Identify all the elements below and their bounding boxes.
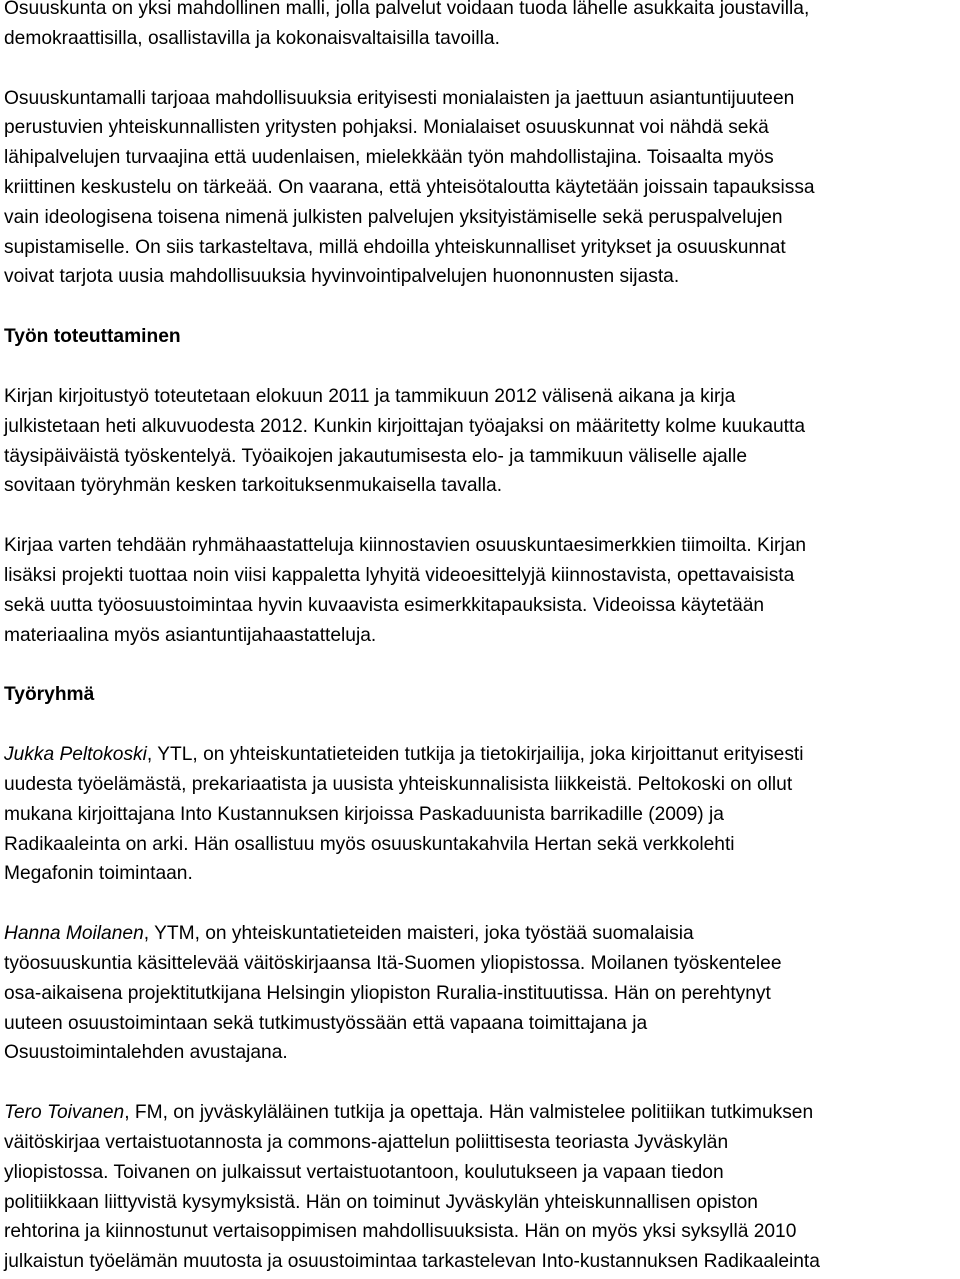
text-line: mukana kirjoittajana Into Kustannuksen kirjoissa Paskaduunista barrikadille (2009) ja bbox=[4, 803, 724, 825]
text-line: rehtorina ja kiinnostunut vertaisoppimisen mahdollisuuksista. Hän on myös yksi syksyllä 2010 bbox=[4, 1221, 797, 1243]
text-line: Kirjaa varten tehdään ryhmähaastatteluja kiinnostavien osuuskuntaesimerkkien tiimoilta. Kirjan bbox=[4, 535, 807, 557]
toteuttaminen-paragraph-1 bbox=[4, 382, 960, 501]
text-line: vain ideologisena toisena nimenä julkisten palvelujen yksityistämiselle sekä peruspalvelujen bbox=[4, 206, 783, 228]
text-line: Osuuskunta on yksi mahdollinen malli, jolla palvelut voidaan tuoda lähelle asukkaita joustavilla, bbox=[4, 0, 810, 19]
text-line: voivat tarjota uusia mahdollisuuksia hyvinvointipalvelujen huononnusten sijasta. bbox=[4, 266, 680, 288]
text-line: politiikkaan liittyvistä kysymyksistä. Hän on toiminut Jyväskylän yhteiskunnallisen opiston bbox=[4, 1191, 758, 1213]
member-bio-start: , FM, on jyväskyläläinen tutkija ja opettaja. Hän valmistelee politiikan tutkimuksen bbox=[124, 1102, 814, 1124]
text-line bbox=[4, 740, 960, 770]
text-line: sovitaan työryhmän kesken tarkoituksenmukaisella tavalla. bbox=[4, 475, 503, 497]
text-line: kriittinen keskustelu on tärkeää. On vaarana, että yhteisötaloutta käytetään joissain tapauksissa bbox=[4, 176, 815, 198]
text-line: demokraattisilla, osallistavilla ja kokonaisvaltaisilla tavoilla. bbox=[4, 27, 500, 49]
text-line: Osuuskuntamalli tarjoaa mahdollisuuksia erityisesti monialaisten ja jaettuun asiantuntijuuteen bbox=[4, 87, 795, 109]
toteuttaminen-paragraph-2 bbox=[4, 531, 960, 650]
text-line: työosuuskuntia käsittelevää väitöskirjaansa Itä-Suomen yliopistossa. Moilanen työskentelee bbox=[4, 952, 782, 974]
section-heading-tyon-toteuttaminen: Työn toteuttaminen bbox=[4, 326, 181, 348]
text-line: julkaistun työelämän muutosta ja osuustoimintaa tarkastelevan Into-kustannuksen Radikaaleinta bbox=[4, 1251, 820, 1273]
member-bio-moilanen bbox=[4, 919, 960, 1068]
member-name: Jukka Peltokoski bbox=[4, 744, 147, 766]
text-line: Osuustoimintalehden avustajana. bbox=[4, 1042, 288, 1064]
text-line: uuteen osuustoimintaan sekä tutkimustyössään että vapaana toimittajana ja bbox=[4, 1012, 648, 1034]
member-bio-peltokoski bbox=[4, 740, 960, 889]
text-line: uudesta työelämästä, prekariaatista ja uusista yhteiskunnalisista liikkeistä. Peltokoski on ollut bbox=[4, 773, 793, 795]
text-line: lähipalvelujen turvaajina että uudenlaisen, mielekkään työn mahdollistajina. Toisaalta myös bbox=[4, 147, 774, 169]
osuuskuntamalli-paragraph bbox=[4, 84, 960, 293]
text-line: yliopistossa. Toivanen on julkaissut vertaistuotantoon, koulutukseen ja vapaan tiedon bbox=[4, 1161, 724, 1183]
member-bio-start: , YTL, on yhteiskuntatieteiden tutkija ja tietokirjailija, joka kirjoittanut erityisesti bbox=[146, 744, 804, 766]
section-heading-tyoryhma: Työryhmä bbox=[4, 684, 95, 706]
text-line: sekä uutta työosuustoimintaa hyvin kuvaavista esimerkkitapauksista. Videoissa käytetään bbox=[4, 594, 765, 616]
text-line: perustuvien yhteiskunnallisten yritysten pohjaksi. Monialaiset osuuskunnat voi nähdä sekä bbox=[4, 117, 769, 139]
text-line: täysipäiväistä työskentelyä. Työaikojen jakautumisesta elo- ja tammikuun väliselle ajalle bbox=[4, 445, 747, 467]
text-line: julkistetaan heti alkuvuodesta 2012. Kunkin kirjoittajan työajaksi on määritetty kolme kuukautta bbox=[4, 415, 805, 437]
member-name: Tero Toivanen bbox=[4, 1102, 125, 1124]
member-name: Hanna Moilanen bbox=[4, 923, 144, 945]
text-line: materiaalina myös asiantuntijahaastatteluja. bbox=[4, 624, 377, 646]
text-line: Kirjan kirjoitustyö toteutetaan elokuun 2011 ja tammikuun 2012 välisenä aikana ja kirja bbox=[4, 385, 736, 407]
text-line: osa-aikaisena projektitutkijana Helsingin yliopiston Ruralia-instituutissa. Hän on perehtynyt bbox=[4, 982, 771, 1004]
document-body bbox=[4, 0, 960, 1277]
intro-paragraph bbox=[4, 0, 960, 54]
text-line: lisäksi projekti tuottaa noin viisi kappaletta lyhyitä videoesittelyjä kiinnostavista, opettavaisista bbox=[4, 564, 795, 586]
text-line: supistamiselle. On siis tarkasteltava, millä ehdoilla yhteiskunnalliset yritykset ja osuuskunnat bbox=[4, 236, 786, 258]
text-line: väitöskirjaa vertaistuotannosta ja commons-ajattelun poliittisesta teoriasta Jyväskylän bbox=[4, 1131, 729, 1153]
text-line: Megafonin toimintaan. bbox=[4, 863, 193, 885]
text-line bbox=[4, 1098, 960, 1128]
text-line bbox=[4, 919, 960, 949]
member-bio-start: , YTM, on yhteiskuntatieteiden maisteri, joka työstää suomalaisia bbox=[143, 923, 694, 945]
member-bio-toivanen bbox=[4, 1098, 960, 1277]
text-line: Radikaaleinta on arki. Hän osallistuu myös osuuskuntakahvila Hertan sekä verkkolehti bbox=[4, 833, 735, 855]
